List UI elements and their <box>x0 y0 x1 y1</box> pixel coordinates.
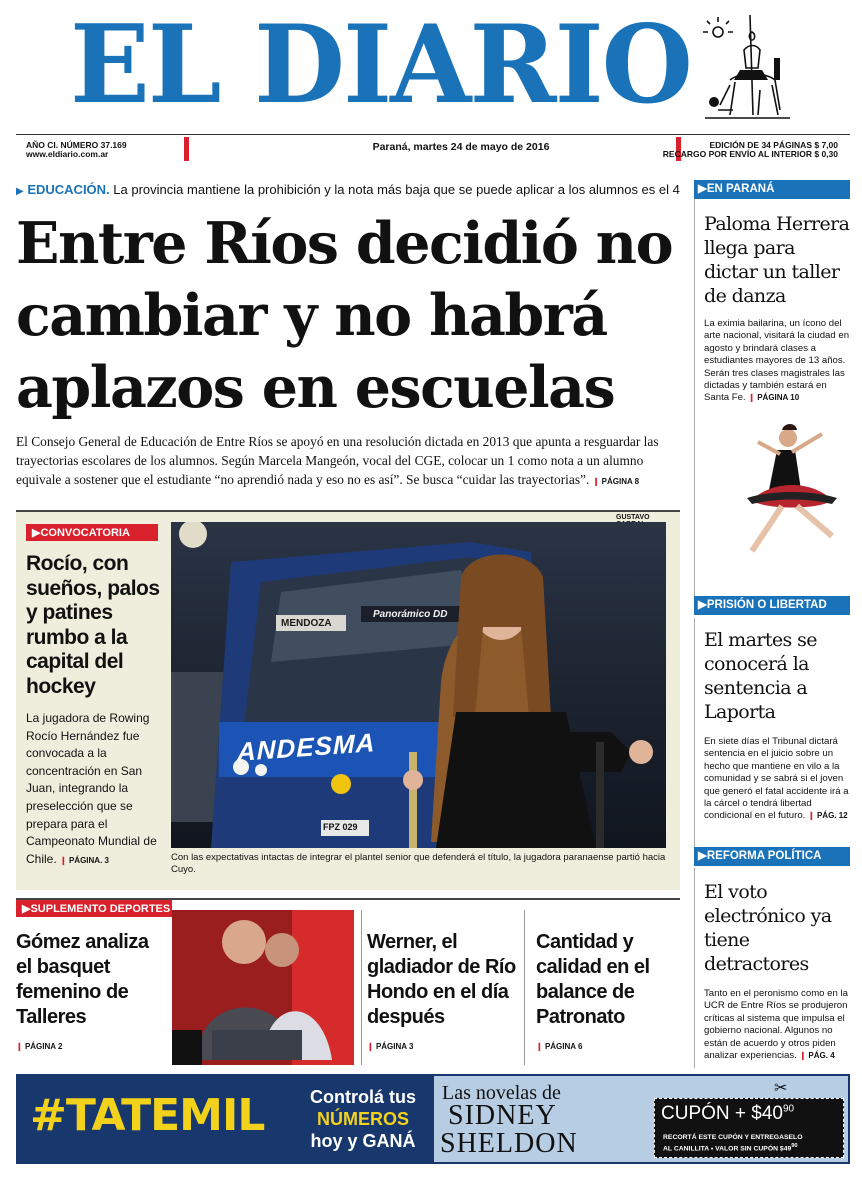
triangle-bullet-icon: ▶ <box>698 183 707 195</box>
sidebar-story-3-page[interactable]: ❙ PÁG. 4 <box>799 1051 835 1061</box>
shipping-surcharge: RECARGO POR ENVÍO AL INTERIOR $ 0,30 <box>662 149 838 159</box>
coupon-box[interactable] <box>654 1098 844 1158</box>
bus-brand-text: ANDESMA <box>237 727 376 767</box>
author-last-name: SHELDON <box>440 1128 578 1159</box>
don-quixote-illustration-icon <box>700 10 795 130</box>
sidebar-story-3-title[interactable]: El voto electrónico ya tiene detractores <box>704 881 832 975</box>
sidebar-story-2-title[interactable]: El martes se conocerá la sentencia a Laporta <box>704 629 817 723</box>
sidebar-story-1-title[interactable]: Paloma Herrera llega para dictar un taller de danza <box>704 213 850 307</box>
sports-photo-illustration <box>172 910 354 1065</box>
lead-body-text: El Consejo General de Educación de Entre Ríos se apoyó en una resolución dictada en 2013 que apunta a resguardar las trayectorias escolares de los alumnos. Según Marcela Mangeón, vocal del CGE, colocar un 1 como nota a un alumno equivale a sostener que el estudiante “no aprendió nada y eso no es así”. Se busca “cuidar las trayectorias”. <box>16 434 659 487</box>
triangle-bullet-icon: ▶ <box>16 186 24 197</box>
sports-story-1-page[interactable]: ❙ PÁGINA 2 <box>16 1042 63 1051</box>
sports-tag: ▶SUPLEMENTO DEPORTES <box>16 900 172 917</box>
tatemil-promo: Controlá tus NÚMEROS hoy y GANÁ <box>310 1087 416 1151</box>
masthead <box>0 0 862 135</box>
edition-price: EDICIÓN DE 34 PÁGINAS $ 7,00 <box>709 140 838 150</box>
sidebar-tag-prision: ▶PRISIÓN O LIBERTAD <box>694 596 850 615</box>
sports-story-2-page[interactable]: ❙ PÁGINA 3 <box>367 1042 414 1051</box>
bus-photo-illustration <box>171 522 666 848</box>
lead-body <box>16 432 686 491</box>
coupon-offer: CUPÓN + $\$40^{90}$ <box>661 1103 795 1124</box>
sidebar-story-1-body: La eximia bailarina, un ícono del arte nacional, visitará la ciudad en agosto y brindará clases a estudiantes mayores de 13 años. Serán tres clases magistrales las dictadas y también estará en Santa Fe. ❙ PÁGINA 10 <box>704 318 850 404</box>
coupon-note: RECORTÁ ESTE CUPÓN Y ENTREGASELO AL CANILLITA • VALOR SIN CUPÓN $\$49^{90}$ <box>663 1134 803 1153</box>
lead-headline[interactable]: Entre Ríos decidió no cambiar y no habrá aplazos en escuelas <box>16 210 673 421</box>
ballerina-photo <box>722 420 842 560</box>
bar-divider <box>184 137 189 161</box>
column-divider <box>361 910 362 1065</box>
tatemil-hashtag[interactable]: #TATEMIL <box>30 1090 265 1141</box>
sports-story-3-title[interactable]: Cantidad y calidad en el balance de Patronato <box>536 931 650 1028</box>
column-divider <box>524 910 525 1065</box>
feature-tag: ▶CONVOCATORIA <box>26 524 158 541</box>
issue-number: AÑO CI. NÚMERO 37.169 <box>26 140 127 150</box>
feature-body: La jugadora de Rowing Rocío Hernández fue convocada a la concentración en San Juan, integrando la preselección que se prepara para el Campeonato Mundial de Chile. ❙ PÁGINA. 3 <box>26 711 157 866</box>
sports-story-1-title[interactable]: Gómez analiza el basquet femenino de Talleres <box>16 931 149 1028</box>
newspaper-logo[interactable]: EL DIARIO <box>70 2 691 128</box>
bus-photo <box>171 522 666 848</box>
sidebar-story-1-page[interactable]: ❙ PÁGINA 10 <box>748 393 800 403</box>
sidebar <box>694 180 850 1068</box>
bus-sign-panoramico: Panorámico DD <box>373 609 448 620</box>
sidebar-rule <box>694 868 695 1068</box>
novel-pre-text: Las novelas de <box>442 1082 561 1104</box>
feature-title[interactable]: Rocío, con sueños, palos y patines rumbo a la capital del hockey <box>26 552 160 698</box>
triangle-bullet-icon: ▶ <box>22 903 31 915</box>
feature-page-ref[interactable]: ❙ PÁGINA. 3 <box>60 855 109 865</box>
sidebar-tag-en-parana: ▶EN PARANÁ <box>694 180 850 199</box>
bus-sign-mendoza: MENDOZA <box>281 618 332 629</box>
lead-page-ref[interactable]: ❙ PÁGINA 8 <box>592 477 640 486</box>
edition-info-bar <box>16 134 850 160</box>
sidebar-rule <box>694 618 695 858</box>
sheldon-ad[interactable] <box>434 1076 848 1162</box>
sidebar-rule <box>694 198 695 598</box>
website-link[interactable]: www.eldiario.com.ar <box>26 149 109 159</box>
scissors-icon: ✂ <box>774 1080 788 1097</box>
lead-kicker <box>16 182 680 197</box>
feature-box <box>16 510 680 890</box>
sports-photo <box>172 910 354 1065</box>
sports-story-3-page[interactable]: ❙ PÁGINA 6 <box>536 1042 583 1051</box>
triangle-bullet-icon: ▶ <box>32 527 41 539</box>
kicker-text: La provincia mantiene la prohibición y la nota más baja que se puede aplicar a los alumnos es el 4 <box>113 182 680 197</box>
photo-caption: Con las expectativas intactas de integrar el plantel senior que defenderá el título, la jugadora paranaense partió hacia Cuyo. <box>171 852 666 875</box>
sidebar-tag-reforma: ▶REFORMA POLÍTICA <box>694 847 850 866</box>
bus-license-plate: FPZ 029 <box>323 822 358 832</box>
author-first-name: SIDNEY <box>448 1100 557 1131</box>
ad-banner[interactable] <box>16 1074 850 1164</box>
triangle-bullet-icon: ▶ <box>698 850 707 862</box>
sidebar-story-2-page[interactable]: ❙ PÁG. 12 <box>808 811 848 821</box>
edition-date: Paraná, martes 24 de mayo de 2016 <box>372 141 550 153</box>
photo-credit: GUSTAVO <box>616 514 650 521</box>
sidebar-story-2-body: En siete días el Tribunal dictará sentencia en el juicio sobre un hecho que mantiene en vilo a la comunidad y se sabrá si el joven que generó el fatal accidente irá a la cárcel o tendrá libertad condicional en el futuro. ❙ PÁG. 12 <box>704 736 849 822</box>
triangle-bullet-icon: ▶ <box>698 599 707 611</box>
sports-section <box>16 898 680 1063</box>
sidebar-story-3-body: Tanto en el peronismo como en la UCR de Entre Ríos se produjeron críticas al sistema que impulsa el gobierno nacional. Algunos no están de acuerdo y otros piden analizar experiencias. ❙ PÁG. 4 <box>704 988 848 1062</box>
sports-story-2-title[interactable]: Werner, el gladiador de Río Hondo en el día después <box>367 931 516 1028</box>
kicker-section: EDUCACIÓN. <box>27 182 110 197</box>
